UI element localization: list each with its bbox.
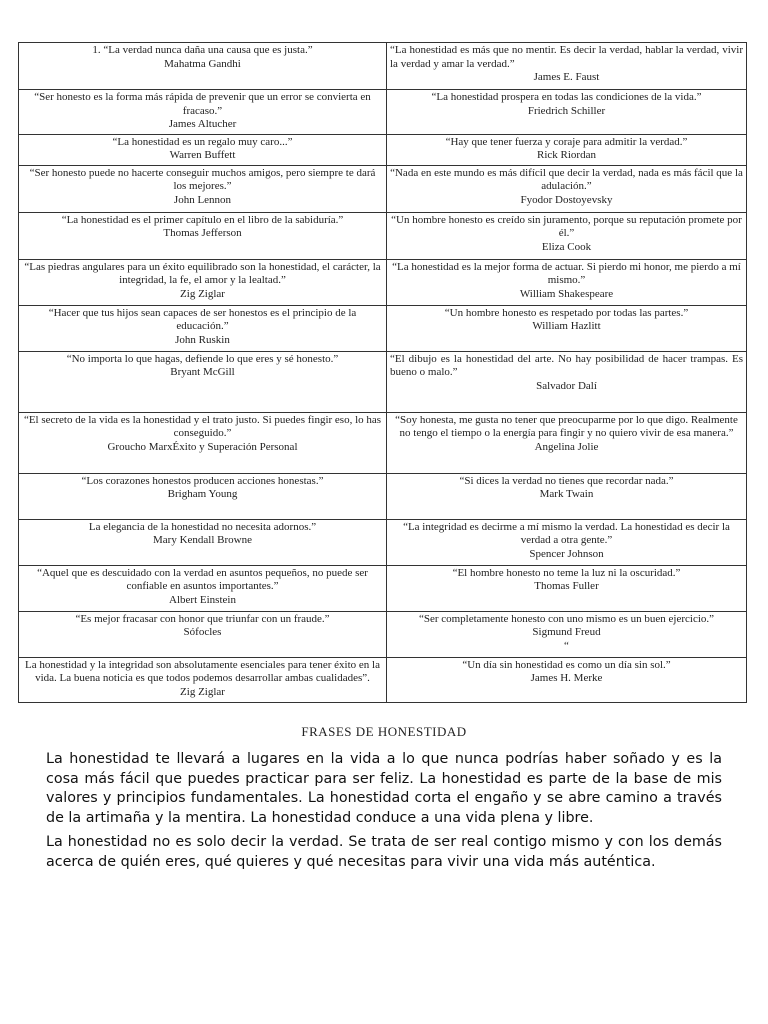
quote-author: Thomas Jefferson <box>163 227 242 239</box>
quote-text: “La honestidad es el primer capítulo en el libro de la sabiduría.” <box>61 213 344 226</box>
quote-author: Rick Riordan <box>537 149 596 161</box>
table-row <box>19 90 747 135</box>
quote-cell-right <box>387 412 747 473</box>
quote-text: La elegancia de la honestidad no necesita adornos.” <box>88 520 317 533</box>
quote-text: “Si dices la verdad no tienes que recordar nada.” <box>459 474 674 487</box>
quote-author: Albert Einstein <box>169 593 236 606</box>
quote-cell-left <box>19 134 387 165</box>
quote-author: Angelina Jolie <box>534 440 599 453</box>
table-row <box>19 259 747 305</box>
quote-cell-left <box>19 565 387 611</box>
quote-text: “Aquel que es descuidado con la verdad en asuntos pequeños, no puede ser confiable en asuntos importantes.” <box>37 566 368 592</box>
quote-text: “No importa lo que hagas, defiende lo que eres y sé honesto.” <box>66 352 339 365</box>
quote-cell-right <box>387 212 747 259</box>
table-row <box>19 473 747 519</box>
quote-cell-right <box>387 43 747 90</box>
quote-cell-left <box>19 657 387 702</box>
quote-cell-right <box>387 611 747 657</box>
quote-author: John Ruskin <box>175 333 230 346</box>
quote-cell-right <box>387 305 747 351</box>
quote-text: “El hombre honesto no teme la luz ni la oscuridad.” <box>452 566 681 579</box>
quote-text: “El secreto de la vida es la honestidad y el trato justo. Si puedes fingir eso, lo has conseguido.” <box>23 413 382 439</box>
quote-text: “Ser honesto es la forma más rápida de prevenir que un error se convierta en fracaso.” <box>34 91 371 117</box>
quote-author: Mark Twain <box>539 488 594 500</box>
table-row <box>19 519 747 565</box>
quote-text: “Los corazones honestos producen acciones honestas.” <box>81 474 324 487</box>
quote-text: “Las piedras angulares para un éxito equilibrado son la honestidad, el carácter, la integridad, la fe, el amor y la lealtad.” <box>24 260 381 286</box>
quote-cell-left <box>19 519 387 565</box>
quote-author: Sófocles <box>183 626 222 638</box>
table-row <box>19 212 747 259</box>
quote-author: Mary Kendall Browne <box>153 534 252 546</box>
quote-cell-right <box>387 134 747 165</box>
quote-author: James Altucher <box>168 118 237 130</box>
quote-cell-right <box>387 165 747 212</box>
quote-cell-left <box>19 165 387 212</box>
table-row <box>19 165 747 212</box>
quote-text: 1. “La verdad nunca daña una causa que es justa.” <box>92 44 313 56</box>
quote-author: Mahatma Gandhi <box>164 57 241 70</box>
paragraph-2: La honestidad no es solo decir la verdad. Se trata de ser real contigo mismo y con los demás acerca de quién eres, qué quieres y qué necesitas para vivir una vida más auténtica. <box>46 834 722 870</box>
quote-author: Thomas Fuller <box>534 580 599 592</box>
quote-text: “Es mejor fracasar con honor que triunfar con un fraude.” <box>75 612 330 625</box>
quote-cell-right <box>387 657 747 702</box>
table-caption: FRASES DE HONESTIDAD <box>301 724 467 739</box>
quotes-table <box>18 42 747 703</box>
quote-text: “Un día sin honestidad es como un día sin sol.” <box>462 658 671 671</box>
quote-author: Fyodor Dostoyevsky <box>520 193 613 206</box>
quote-author: Spencer Johnson <box>529 547 604 560</box>
quote-author: James H. Merke <box>530 672 603 684</box>
quote-author: Friedrich Schiller <box>527 104 606 117</box>
quote-author: Zig Ziglar <box>180 685 225 698</box>
quote-author: Brigham Young <box>167 488 238 500</box>
quote-text: “Hacer que tus hijos sean capaces de ser honestos es el principio de la educación.” <box>48 306 357 332</box>
quote-cell-right <box>387 565 747 611</box>
quote-cell-right <box>387 90 747 135</box>
table-row <box>19 305 747 351</box>
quote-author: Sigmund Freud <box>532 626 601 638</box>
quote-text: “Nada en este mundo es más difícil que decir la verdad, nada es más fácil que la adulación.” <box>390 166 743 192</box>
quote-text: “La integridad es decirme a mí mismo la verdad. La honestidad es decir la verdad a otra gente.” <box>403 520 730 546</box>
quote-cell-right <box>387 259 747 305</box>
quote-cell-left <box>19 212 387 259</box>
quote-cell-left <box>19 90 387 135</box>
table-row <box>19 412 747 473</box>
quote-text: “La honestidad es un regalo muy caro...” <box>112 135 293 148</box>
quote-text: La honestidad y la integridad son absolutamente esenciales para tener éxito en la vida. La buena noticia es que todos podemos desarrollar ambas cualidades”. <box>25 658 380 684</box>
table-row <box>19 134 747 165</box>
quote-text: “La honestidad es la mejor forma de actuar. Si pierdo mi honor, me pierdo a mí mismo.” <box>392 260 741 286</box>
quote-author: Zig Ziglar <box>180 287 225 300</box>
table-row <box>19 657 747 702</box>
quote-cell-left <box>19 412 387 473</box>
quote-text: “Ser honesto puede no hacerte conseguir muchos amigos, pero siempre te dará los mejores.” <box>29 166 376 192</box>
quote-author: Warren Buffett <box>169 149 236 161</box>
quote-cell-left <box>19 43 387 90</box>
quote-cell-left <box>19 305 387 351</box>
quote-cell-left <box>19 473 387 519</box>
quote-text: “Un hombre honesto es respetado por todas las partes.” <box>444 306 689 319</box>
quote-author: William Shakespeare <box>519 287 614 300</box>
quote-cell-left <box>19 611 387 657</box>
quote-cell-right <box>387 351 747 412</box>
quote-extra-mark: “ <box>564 639 569 652</box>
table-row <box>19 565 747 611</box>
quote-author: James E. Faust <box>533 71 600 83</box>
quote-text: “Ser completamente honesto con uno mismo es un buen ejercicio.” <box>418 612 715 625</box>
quote-author: Eliza Cook <box>541 240 592 253</box>
quote-text: “La honestidad prospera en todas las condiciones de la vida.” <box>431 91 702 103</box>
quote-text: “La honestidad es más que no mentir. Es decir la verdad, hablar la verdad, vivir la verdad y amar la verdad.” <box>390 44 743 70</box>
table-row <box>19 611 747 657</box>
quote-author: John Lennon <box>173 193 232 206</box>
quote-text: “Un hombre honesto es creído sin juramento, porque su reputación promete por él.” <box>391 213 742 239</box>
table-row <box>19 351 747 412</box>
quote-author: Bryant McGill <box>170 366 235 378</box>
quote-author: Groucho MarxÉxito y Superación Personal <box>107 440 298 453</box>
quote-author: William Hazlitt <box>532 320 601 332</box>
quote-text: “El dibujo es la honestidad del arte. No hay posibilidad de hacer trampas. Es bueno o malo.” <box>390 352 743 378</box>
quote-cell-left <box>19 259 387 305</box>
quote-cell-right <box>387 473 747 519</box>
table-row <box>19 43 747 90</box>
quote-text: “Hay que tener fuerza y coraje para admitir la verdad.” <box>445 135 688 148</box>
quote-author: Salvador Dalí <box>536 379 597 392</box>
quote-text: “Soy honesta, me gusta no tener que preocuparme por lo que digo. Realmente no tengo el tiempo o la energía para fingir y no quiero vivir de esa manera.” <box>395 413 738 439</box>
quote-cell-right <box>387 519 747 565</box>
paragraph-1: La honestidad te llevará a lugares en la vida a lo que nunca podrías haber soñado y es la cosa más fácil que puedes practicar para ser feliz. La honestidad es parte de la base de mis valores y principios fundamentales. La honestidad corta el engaño y se abre camino a través de la artimaña y la mentira. La honestidad conduce a una vida plena y libre. <box>46 751 722 826</box>
quote-cell-left <box>19 351 387 412</box>
